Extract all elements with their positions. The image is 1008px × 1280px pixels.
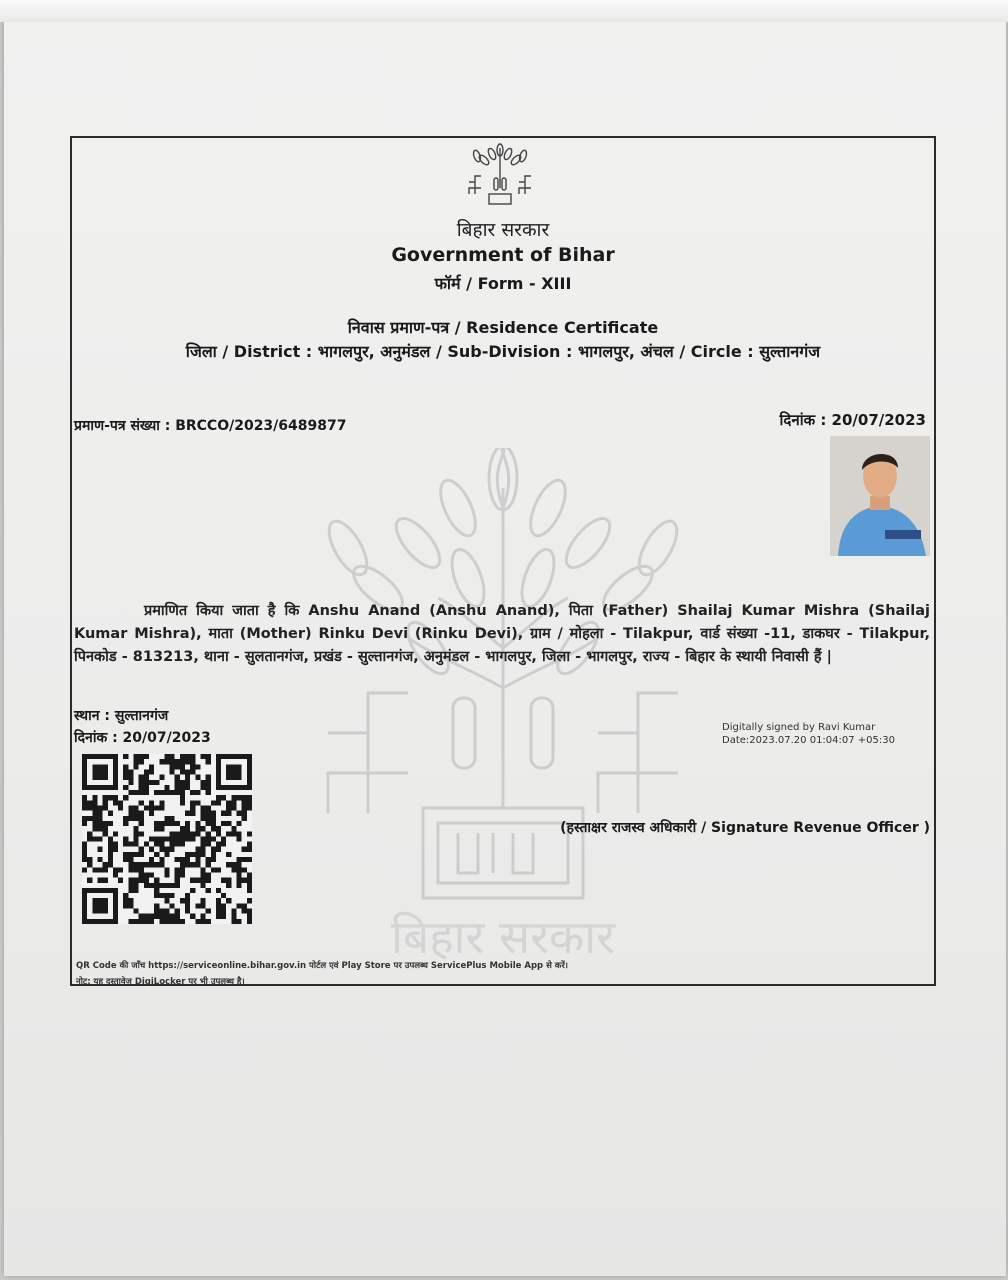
digital-signature-date: Date:2023.07.20 01:04:07 +05:30 — [722, 735, 895, 746]
title-english: Government of Bihar — [391, 244, 615, 266]
issue-date: दिनांक : 20/07/2023 — [74, 730, 211, 746]
paper-fold — [0, 0, 1008, 22]
applicant-photo — [830, 436, 930, 556]
title-hindi: बिहार सरकार — [456, 219, 550, 241]
signature-officer-label: (हस्ताक्षर राजस्व अधिकारी / Signature Revenue Officer ) — [560, 820, 930, 836]
footer-digilocker-note: नोट: यह दस्तावेज DigiLocker पर भी उपलब्ध है। — [76, 977, 245, 987]
person-photo-icon — [830, 436, 930, 556]
certificate-number: प्रमाण-पत्र संख्या : BRCCO/2023/6489877 — [74, 418, 347, 434]
certificate-type: निवास प्रमाण-पत्र / Residence Certificate — [347, 318, 659, 337]
form-number: फॉर्म / Form - XIII — [434, 274, 572, 293]
certification-paragraph: प्रमाणित किया जाता है कि Anshu Anand (Anshu Anand), पिता (Father) Shailaj Kumar Mishra (Shailaj Kumar Mishra), माता (Mother) Rinku Devi (Rinku Devi), ग्राम / मोहला - Tilakpur, वार्ड संख्या -11, डाकघर - Tilakpur, पिनकोड - 813213, थाना - सुलतानगंज, प्रखंड - सुल्तानगंज, अनुमंडल - भागलपुर, जिला - भागलपुर, राज्य - बिहार के स्थायी निवासी हैं | — [74, 603, 930, 665]
bihar-emblem-watermark — [318, 448, 688, 968]
digital-signature-name: Digitally signed by Ravi Kumar — [722, 722, 876, 733]
watermark-text: बिहार सरकार — [391, 910, 615, 964]
jurisdiction-line: जिला / District : भागलपुर, अनुमंडल / Sub-Division : भागलपुर, अंचल / Circle : सुल्तानगंज — [185, 342, 821, 361]
certificate-date: दिनांक : 20/07/2023 — [779, 411, 926, 429]
footer-qr-note: QR Code की जाँच https://serviceonline.bihar.gov.in पोर्टल एवं Play Store पर उपलब्ध ServicePlus Mobile App से करें। — [76, 961, 569, 971]
qr-code[interactable] — [80, 754, 254, 924]
issue-place: स्थान : सुल्तानगंज — [74, 708, 169, 724]
digital-signature — [722, 721, 895, 747]
bihar-emblem-icon — [465, 140, 535, 210]
